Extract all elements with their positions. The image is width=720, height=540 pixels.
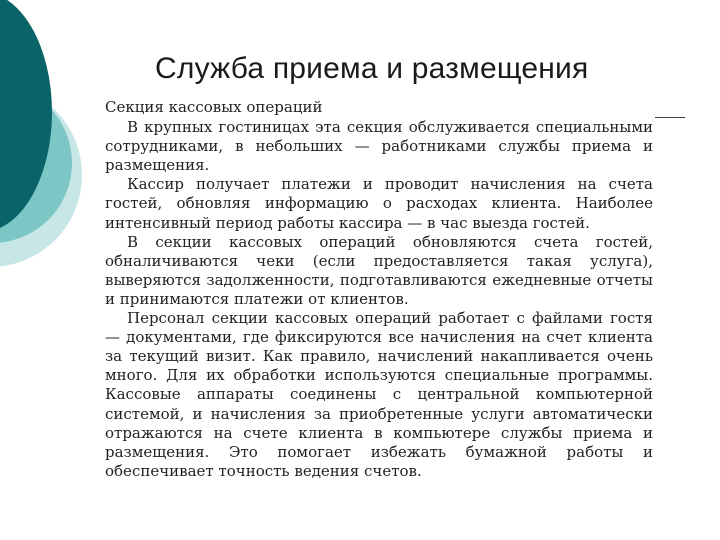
paragraph-2: Кассир получает платежи и проводит начисления на счета гостей, обновляя информацию о расходах клиента. Наиболее интенсивный период работы кассира — в час выезда гостей. <box>105 175 653 232</box>
paragraph-1: В крупных гостиницах эта секция обслуживается специальными сотрудниками, в небольших — работниками службы приема и размещения. <box>105 118 653 175</box>
paragraph-3: В секции кассовых операций обновляются счета гостей, обналичиваются чеки (если предоставляется такая услуга), выверяются задолженности, подготавливаются ежедневные отчеты и принимаются платежи от клиентов. <box>105 232 653 308</box>
paragraph-4: Персонал секции кассовых операций работает с файлами гостя — документами, где фиксируются все начисления на счет клиента за текущий визит. Как правило, начислений накапливается очень много. Для их обработки используются специальные программы. Кассовые аппараты соединены с центральной компьютерной системой, и начисления за приобретенные услуги автоматически отражаются на счете клиента в компьютере службы приема и размещения. Это помогает избежать бумажной работы и обеспечивает точность ведения счетов. <box>105 309 653 480</box>
section-heading: Секция кассовых операций <box>105 98 323 116</box>
header-rule <box>655 117 685 118</box>
decorative-circles <box>0 0 110 300</box>
scanned-text-block <box>105 98 653 481</box>
slide-title: Служба приема и размещения <box>155 52 589 85</box>
